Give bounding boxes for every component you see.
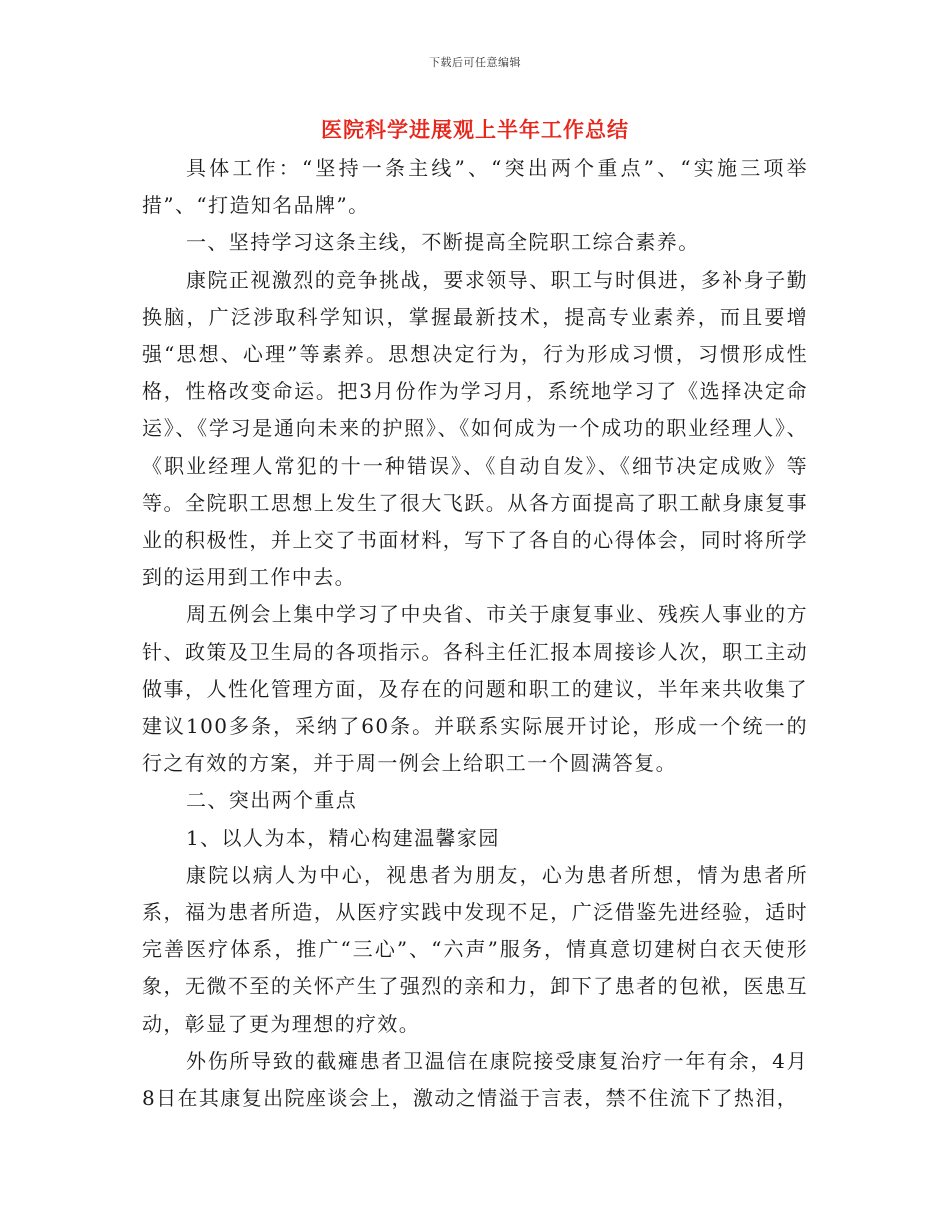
paragraph-patient-story: 外伤所导致的截瘫患者卫温信在康院接受康复治疗一年有余，4月8日在其康复出院座谈会上，激动之情溢于言表，禁不住流下了热泪， [142,1048,808,1111]
document-title: 医院科学进展观上半年工作总结 [321,117,629,142]
paragraph-heading-1: 一、坚持学习这条主线，不断提高全院职工综合素养。 [186,230,700,255]
document-body [142,150,808,1117]
paragraph-subheading-1: 1、以人为本，精心构建温馨家园 [186,825,500,850]
header-note: 下载后可任意编辑 [429,56,521,69]
paragraph-study: 康院正视激烈的竞争挑战，要求领导、职工与时俱进，多补身子勤换脑，广泛涉取科学知识，掌握最新技术，提高专业素养，而且要增强“思想、心理”等素养。思想决定行为，行为形成习惯，习惯形成性格，性格改变命运。把3月份作为学习月，系统地学习了《选择决定命运》、《学习是通向未来的护照》、《如何成为一个成功的职业经理人》、《职业经理人常犯的十一种错误》、《自动自发》、《细节决定成败》等等。全院职工思想上发生了很大飞跃。从各方面提高了职工献身康复事业的积极性，并上交了书面材料，写下了各自的心得体会，同时将所学到的运用到工作中去。 [142,267,808,590]
paragraph-weekly-meeting: 周五例会上集中学习了中央省、市关于康复事业、残疾人事业的方针、政策及卫生局的各项指示。各科主任汇报本周接诊人次，职工主动做事，人性化管理方面，及存在的问题和职工的建议，半年来共收集了建议100多条，采纳了60条。并联系实际展开讨论，形成一个统一的行之有效的方案，并于周一例会上给职工一个圆满答复。 [142,602,808,776]
paragraph-patient-care: 康院以病人为中心，视患者为朋友，心为患者所想，情为患者所系，福为患者所造，从医疗实践中发现不足，广泛借鉴先进经验，适时完善医疗体系，推广“三心”、“六声”服务，情真意切建树白衣天使形象，无微不至的关怀产生了强烈的亲和力，卸下了患者的包袱，医患互动，彰显了更为理想的疗效。 [142,862,808,1036]
paragraph-heading-2: 二、突出两个重点 [186,788,358,813]
paragraph-intro: 具体工作：“坚持一条主线”、“突出两个重点”、“实施三项举措”、“打造知名品牌”。 [142,156,808,218]
